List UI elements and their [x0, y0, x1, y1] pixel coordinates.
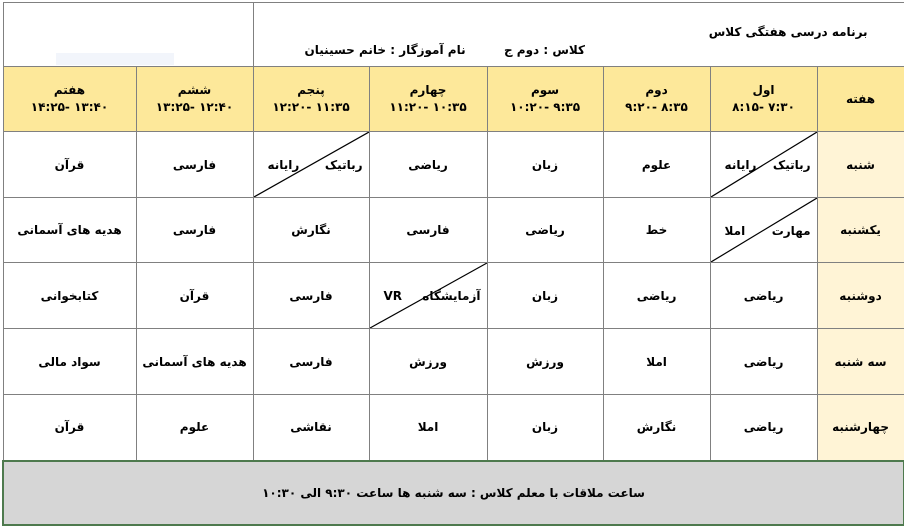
- day-name: سه شنبه: [817, 329, 904, 395]
- subject-cell: هدیه های آسمانی: [136, 329, 253, 395]
- period-time: ۷:۳۰ -۸:۱۵: [732, 100, 795, 114]
- period-time: ۸:۳۵ -۹:۲۰: [625, 100, 688, 114]
- split-subject-cell: [710, 198, 817, 263]
- period-header-2: [603, 67, 710, 132]
- schedule-title: برنامه درسی هفتگی کلاس: [603, 3, 904, 67]
- period-name: دوم: [645, 83, 668, 97]
- day-row: [3, 263, 904, 329]
- subject-primary: رباتیک: [772, 158, 811, 172]
- subject-cell: ریاضی: [710, 263, 817, 329]
- subject-cell: فارسی: [136, 198, 253, 263]
- footer-row: [3, 461, 904, 525]
- subject-cell: نقاشی: [253, 395, 369, 461]
- period-time: ۱۲:۴۰ -۱۳:۲۵: [155, 100, 234, 114]
- subject-cell: زبان: [487, 263, 603, 329]
- day-row: [3, 198, 904, 263]
- day-row: [3, 329, 904, 395]
- subject-primary: آزمایشگاه: [422, 289, 481, 303]
- period-time: ۱۱:۳۵ -۱۲:۲۰: [272, 100, 350, 114]
- subject-cell: نگارش: [253, 198, 369, 263]
- day-name: یکشنبه: [817, 198, 904, 263]
- info-blank: [3, 3, 253, 67]
- day-name: چهارشنبه: [817, 395, 904, 461]
- subject-cell: فارسی: [136, 132, 253, 198]
- subject-cell: خط: [603, 198, 710, 263]
- subject-cell: املا: [369, 395, 487, 461]
- day-row: [3, 395, 904, 461]
- split-subject-cell: [253, 132, 369, 198]
- period-name: پنجم: [297, 83, 325, 97]
- period-header-1: [710, 67, 817, 132]
- period-header-7: [3, 67, 136, 132]
- subject-secondary: رایانه: [267, 158, 300, 172]
- day-row: [3, 132, 904, 198]
- subject-cell: علوم: [136, 395, 253, 461]
- period-time: ۱۳:۴۰ -۱۴:۲۵: [30, 100, 109, 114]
- subject-secondary: املا: [724, 224, 746, 238]
- period-header-5: [253, 67, 369, 132]
- subject-primary: مهارت: [771, 224, 811, 238]
- info-row: [3, 3, 904, 67]
- subject-cell: قرآن: [3, 395, 136, 461]
- period-header-3: [487, 67, 603, 132]
- subject-cell: ورزش: [369, 329, 487, 395]
- subject-cell: ریاضی: [369, 132, 487, 198]
- subject-cell: زبان: [487, 132, 603, 198]
- subject-cell: هدیه های آسمانی: [3, 198, 136, 263]
- subject-cell: املا: [603, 329, 710, 395]
- period-name: اول: [752, 83, 775, 97]
- subject-cell: قرآن: [136, 263, 253, 329]
- subject-cell: ریاضی: [603, 263, 710, 329]
- subject-cell: زبان: [487, 395, 603, 461]
- day-name: شنبه: [817, 132, 904, 198]
- weekly-schedule-table: [2, 2, 904, 526]
- subject-cell: ریاضی: [710, 395, 817, 461]
- subject-cell: سواد مالی: [3, 329, 136, 395]
- subject-cell: قرآن: [3, 132, 136, 198]
- header-row: [3, 67, 904, 132]
- split-subject-cell: [710, 132, 817, 198]
- subject-cell: علوم: [603, 132, 710, 198]
- period-name: چهارم: [409, 83, 447, 97]
- subject-cell: ریاضی: [710, 329, 817, 395]
- subject-cell: فارسی: [369, 198, 487, 263]
- period-header-4: [369, 67, 487, 132]
- subject-primary: رباتیک: [324, 158, 363, 172]
- period-time: ۱۰:۳۵ -۱۱:۲۰: [389, 100, 467, 114]
- week-header: هفته: [817, 67, 904, 132]
- class-and-teacher: [253, 3, 603, 67]
- period-name: هفتم: [53, 83, 86, 97]
- subject-cell: فارسی: [253, 329, 369, 395]
- class-label: کلاس : دوم ج: [503, 43, 586, 57]
- subject-cell: کتابخوانی: [3, 263, 136, 329]
- split-subject-cell: [369, 263, 487, 329]
- subject-secondary: رایانه: [724, 158, 757, 172]
- subject-secondary: VR: [383, 289, 403, 303]
- subject-cell: نگارش: [603, 395, 710, 461]
- period-time: ۹:۳۵ -۱۰:۲۰: [509, 100, 581, 114]
- meeting-hours-note: ساعت ملاقات با معلم کلاس : سه شنبه ها ساعت ۹:۳۰ الی ۱۰:۳۰: [3, 461, 904, 525]
- period-name: ششم: [177, 83, 212, 97]
- teacher-label: نام آموزگار : خانم حسینیان: [304, 43, 466, 57]
- subject-cell: ریاضی: [487, 198, 603, 263]
- subject-cell: ورزش: [487, 329, 603, 395]
- day-name: دوشنبه: [817, 263, 904, 329]
- period-header-6: [136, 67, 253, 132]
- subject-cell: فارسی: [253, 263, 369, 329]
- period-name: سوم: [530, 83, 560, 97]
